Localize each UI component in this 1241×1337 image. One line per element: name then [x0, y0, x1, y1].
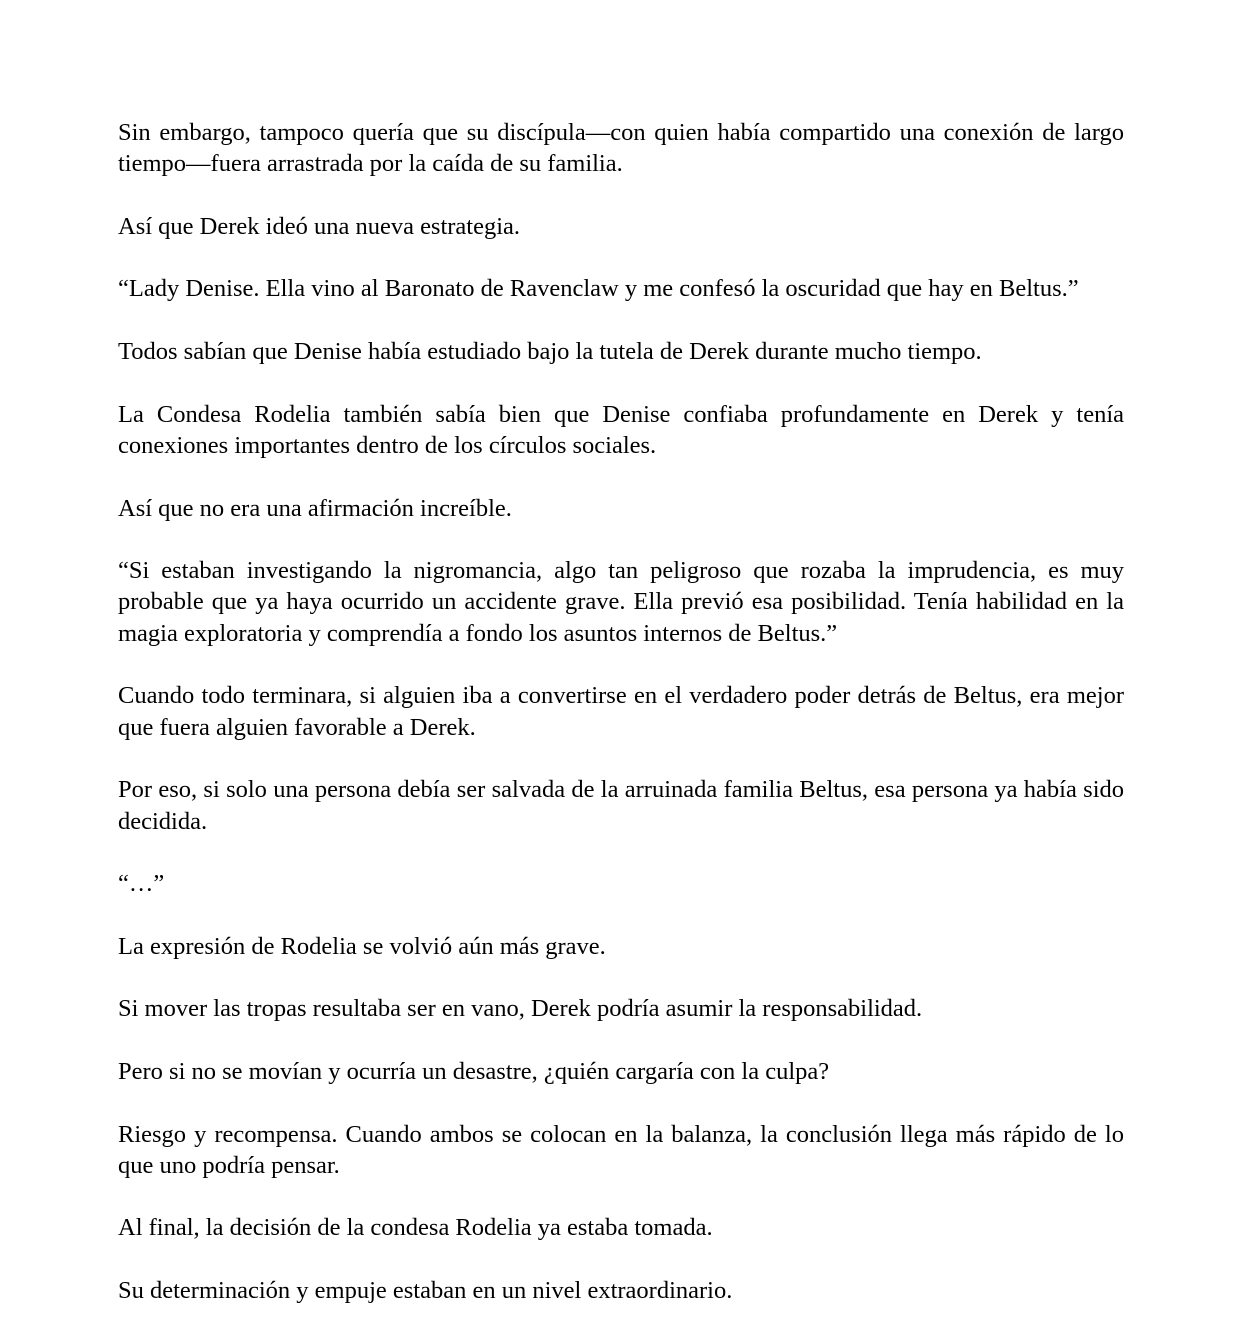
- paragraph-5: La Condesa Rodelia también sabía bien que Denise confiaba profundamente en Derek y tenía conexiones importantes dentro de los círculos sociales.: [118, 400, 1124, 459]
- document-page: [118, 117, 1124, 1306]
- paragraph-4: Todos sabían que Denise había estudiado bajo la tutela de Derek durante mucho tiempo.: [118, 338, 982, 366]
- paragraph-9: Por eso, si solo una persona debía ser salvada de la arruinada familia Beltus, esa persona ya había sido decidida.: [118, 776, 1124, 835]
- paragraph-1: Sin embargo, tampoco quería que su discípula—con quien había compartido una conexión de largo tiempo—fuera arrastrada por la caída de su familia.: [118, 119, 1124, 178]
- paragraph-16: Su determinación y empuje estaban en un nivel extraordinario.: [118, 1276, 733, 1304]
- paragraph-15: Al final, la decisión de la condesa Rodelia ya estaba tomada.: [118, 1214, 713, 1242]
- paragraph-13: Pero si no se movían y ocurría un desastre, ¿quién cargaría con la culpa?: [118, 1057, 830, 1085]
- paragraph-14: Riesgo y recompensa. Cuando ambos se colocan en la balanza, la conclusión llega más rápido de lo que uno podría pensar.: [118, 1120, 1124, 1179]
- paragraph-12: Si mover las tropas resultaba ser en vano, Derek podría asumir la responsabilidad.: [118, 995, 923, 1023]
- paragraph-8: Cuando todo terminara, si alguien iba a convertirse en el verdadero poder detrás de Beltus, era mejor que fuera alguien favorable a Derek.: [118, 682, 1124, 741]
- paragraph-6: Así que no era una afirmación increíble.: [118, 494, 512, 522]
- paragraph-3: “Lady Denise. Ella vino al Baronato de Ravenclaw y me confesó la oscuridad que hay en Beltus.”: [118, 275, 1079, 303]
- paragraph-2: Así que Derek ideó una nueva estrategia.: [118, 212, 521, 240]
- paragraph-10: “…”: [118, 870, 165, 898]
- paragraph-7: “Si estaban investigando la nigromancia, algo tan peligroso que rozaba la imprudencia, es muy probable que ya haya ocurrido un accidente grave. Ella previó esa posibilidad. Tenía habilidad en la magia exploratoria y comprendía a fondo los asuntos internos de Beltus.”: [118, 557, 1124, 647]
- paragraph-11: La expresión de Rodelia se volvió aún más grave.: [118, 932, 606, 960]
